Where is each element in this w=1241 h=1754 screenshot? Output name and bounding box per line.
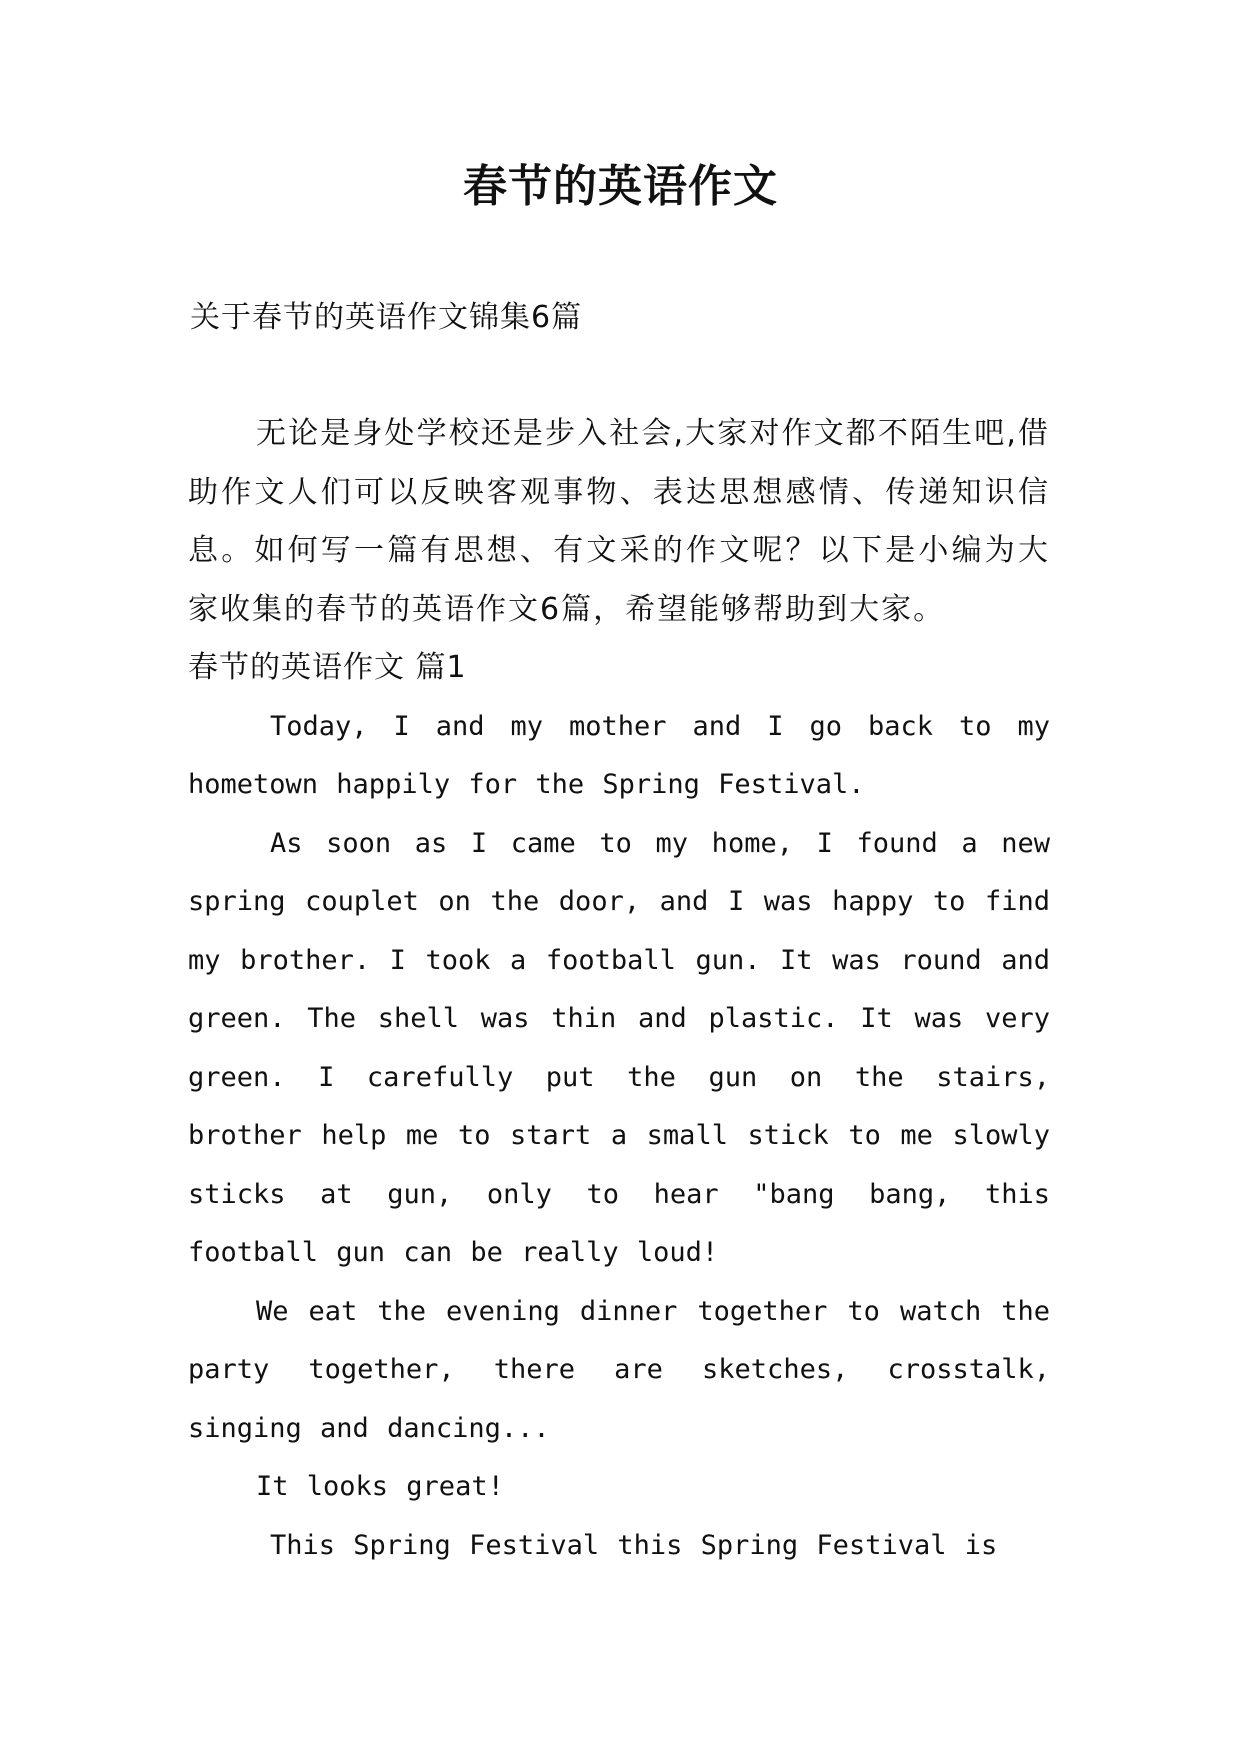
body-paragraph: It looks great!: [256, 1471, 504, 1502]
document-subtitle: 关于春节的英语作文锦集6篇: [190, 300, 583, 335]
body-paragraph: We eat the evening dinner together to watch the party together, there are sketches, crosstalk, singing and dancing...: [188, 1295, 1050, 1444]
body-paragraph: As soon as I came to my home, I found a new spring couplet on the door, and I was happy to find my brother. I took a football gun. It was round and green. The shell was thin and plastic. It was very green. I carefully put the gun on the stairs, brother help me to start a small stick to me slowly sticks at gun, only to hear "bang bang, this football gun can be really loud!: [188, 827, 1050, 1268]
section-heading: 春节的英语作文 篇1: [188, 650, 467, 685]
body-paragraph: Today, I and my mother and I go back to my hometown happily for the Spring Festival.: [188, 710, 1050, 800]
document-title: 春节的英语作文: [463, 161, 778, 212]
intro-paragraph: 无论是身处学校还是步入社会,大家对作文都不陌生吧,借助作文人们可以反映客观事物、表达思想感情、传递知识信息。如何写一篇有思想、有文采的作文呢？以下是小编为大家收集的春节的英语作文6篇，希望能够帮助到大家。: [188, 416, 1050, 627]
body-paragraph: This Spring Festival this Spring Festival is: [270, 1529, 998, 1561]
document-body: [188, 405, 1050, 1575]
